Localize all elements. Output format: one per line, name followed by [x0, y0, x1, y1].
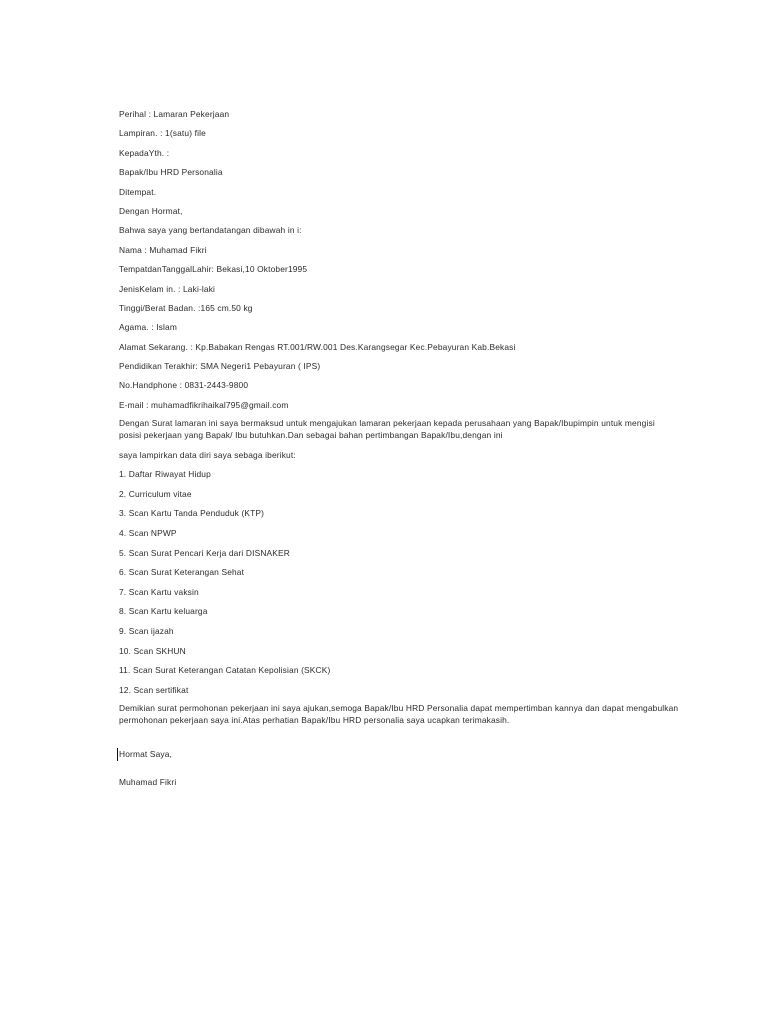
gender-field: JenisKelam in. : Laki-laki	[119, 283, 216, 294]
list-item: 7. Scan Kartu vaksin	[119, 586, 199, 597]
religion-field: Agama. : Islam	[119, 322, 177, 333]
list-item: 5. Scan Surat Pencari Kerja dari DISNAKER	[119, 547, 290, 558]
recipient-name: Bapak/Ibu HRD Personalia	[119, 167, 223, 178]
education-field: Pendidikan Terakhir: SMA Negeri1 Pebayuran ( IPS)	[119, 361, 321, 372]
greeting: Dengan Hormat,	[119, 205, 183, 216]
phone-field: No.Handphone : 0831-2443-9800	[119, 380, 249, 391]
birth-field: TempatdanTanggalLahir: Bekasi,10 Oktober1995	[119, 264, 308, 275]
email-field: E-mail : muhamadfikrihaikal795@gmail.com	[119, 399, 289, 410]
closing-text: Hormat Saya,	[119, 748, 172, 759]
closing-line	[119, 748, 679, 760]
body-paragraph: Dengan Surat lamaran ini saya bermaksud untuk mengajukan lamaran pekerjaan kepada perusahaan yang Bapak/Ibupimpin untuk mengisi posisi pekerjaan yang Bapak/ Ibu butuhkan.Dan sebagai bahan pertimbangan Bapak/Ibu,dengan ini	[119, 418, 655, 440]
attachment-list	[119, 468, 679, 696]
attachment-intro: saya lampirkan data diri saya sebaga iberikut:	[119, 449, 296, 460]
recipient-salutation: KepadaYth. :	[119, 147, 170, 158]
list-item: 9. Scan ijazah	[119, 625, 174, 636]
address-field: Alamat Sekarang. : Kp.Babakan Rengas RT.001/RW.001 Des.Karangsegar Kec.Pebayuran Kab.Bekasi	[119, 341, 516, 352]
attachment-line: Lampiran. : 1(satu) file	[119, 128, 206, 139]
list-item: 8. Scan Kartu keluarga	[119, 606, 208, 617]
subject-line: Perihal : Lamaran Pekerjaan	[119, 109, 230, 119]
list-item: 6. Scan Surat Keterangan Sehat	[119, 567, 245, 578]
list-item: 2. Curriculum vitae	[119, 488, 192, 499]
name-field: Nama : Muhamad Fikri	[119, 244, 207, 255]
recipient-place: Ditempat.	[119, 186, 157, 197]
height-weight-field: Tinggi/Berat Badan. :165 cm.50 kg	[119, 302, 253, 313]
list-item: 12. Scan sertifikat	[119, 684, 189, 695]
list-item: 4. Scan NPWP	[119, 528, 177, 538]
application-letter	[119, 108, 679, 795]
list-item: 1. Daftar Riwayat Hidup	[119, 469, 211, 480]
list-item: 3. Scan Kartu Tanda Penduduk (KTP)	[119, 508, 265, 519]
signature-name: Muhamad Fikri	[119, 776, 177, 787]
closing-paragraph: Demikian surat permohonan pekerjaan ini saya ajukan,semoga Bapak/Ibu HRD Personalia dapat mempertimban kannya dan dapat mengabulkan permohonan pekerjaan saya ini.Atas perhatian Bapak/Ibu HRD personalia saya ucapkan terimakasih.	[119, 703, 679, 725]
list-item: 11. Scan Surat Keterangan Catatan Kepolisian (SKCK)	[119, 665, 331, 676]
text-cursor	[117, 748, 118, 761]
intro-line: Bahwa saya yang bertandatangan dibawah in i:	[119, 225, 302, 236]
list-item: 10. Scan SKHUN	[119, 645, 186, 656]
